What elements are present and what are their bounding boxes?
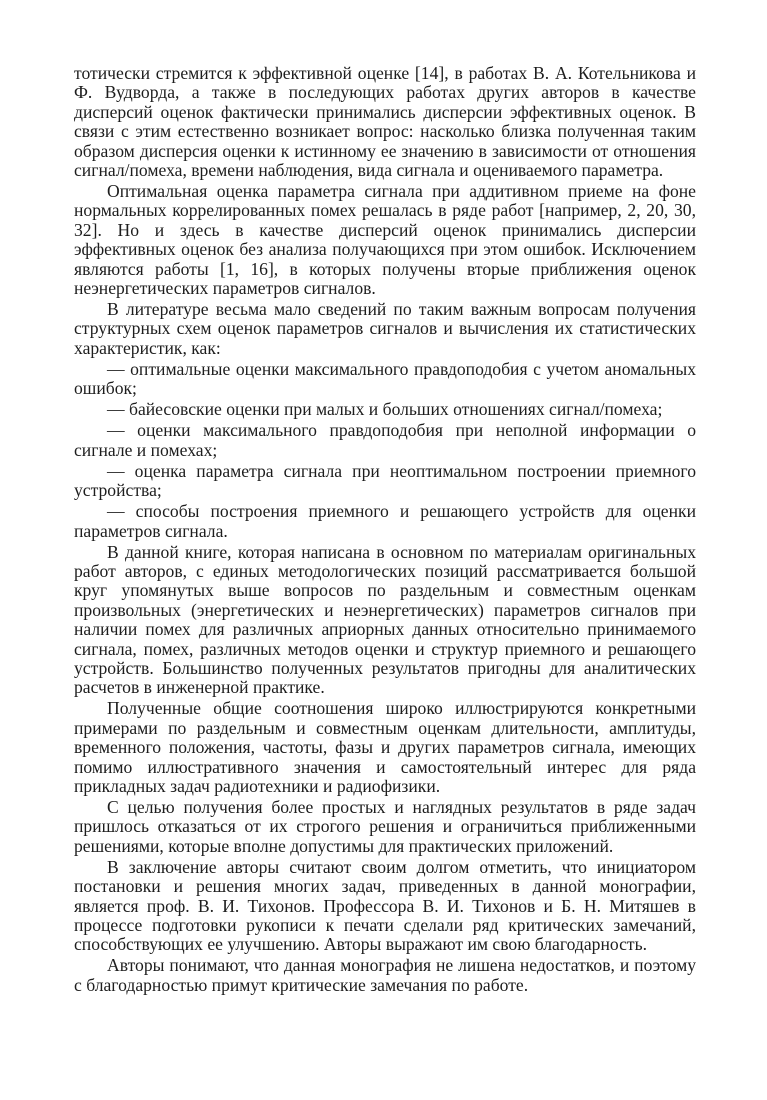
paragraph-this-book: В данной книге, которая написана в основном по материалам оригинальных работ авторов, с единых методологических позиций рассматривается большой круг упомянутых выше вопросов по раздельным и совместным оценкам произвольных (энергетических и неэнергетических) параметров сигналов при наличии помех для различных априорных данных относительно принимаемого сигнала, помех, различных методов оценки и структур приемного и решающего устройств. Большинство полученных результатов пригодны для аналитических расчетов в инженерной практике.: [74, 541, 696, 698]
list-item-max-likelihood: — оптимальные оценки максимального правдоподобия с учетом аномальных ошибок;: [74, 358, 696, 399]
paragraph-continuation: тотически стремится к эффективной оценке [14], в работах В. А. Котельникова и Ф. Вудворда, а также в последующих работах других авторов в качестве дисперсий оценок фактически принимались дисперсии эффективных оценок. В связи с этим естественно возникает вопрос: насколько близка полученная таким образом дисперсия оценки к истинному ее значению в зависимости от отношения сигнал/помеха, времени наблюдения, вида сигнала и оцениваемого параметра.: [74, 63, 696, 181]
document-page: [74, 64, 696, 997]
paragraph-literature: В литературе весьма мало сведений по таким важным вопросам получения структурных схем оценок параметров сигналов и вычисления их статистических характеристик, как:: [74, 299, 696, 358]
list-item-incomplete-info: — оценки максимального правдоподобия при неполной информации о сигнале и помехах;: [74, 420, 696, 460]
paragraph-closing: Авторы понимают, что данная монография не лишена недостатков, и поэтому с благодарностью примут критические замечания по работе.: [74, 955, 696, 995]
paragraph-simplification: С целью получения более простых и наглядных результатов в ряде задач пришлось отказаться от их строгого решения и ограничиться приближенными решениями, которые вполне допустимы для практических приложений.: [74, 796, 696, 856]
paragraph-optimal-estimate: Оптимальная оценка параметра сигнала при аддитивном приеме на фоне нормальных коррелированных помех решалась в ряде работ [например, 2, 20, 30, 32]. Но и здесь в качестве дисперсий оценок принимались дисперсии эффективных оценок без анализа получающихся при этом ошибок. Исключением являются работы [1, 16], в которых получены вторые приближения оценок неэнергетических параметров сигналов.: [74, 181, 696, 299]
list-item-nonoptimal-receiver: — оценка параметра сигнала при неоптимальном построении приемного устройства;: [74, 460, 696, 501]
paragraph-acknowledgements: В заключение авторы считают своим долгом отметить, что инициатором постановки и решения многих задач, приведенных в данной монографии, является проф. В. И. Тихонов. Профессора В. И. Тихонов и Б. Н. Митяшев в процессе подготовки рукописи к печати сделали ряд критических замечаний, способствующих ее улучшению. Авторы выражают им свою благодарность.: [74, 856, 696, 955]
list-item-bayesian: — байесовские оценки при малых и больших отношениях сигнал/помеха;: [107, 399, 663, 420]
list-item-construction-methods: — способы построения приемного и решающего устройств для оценки параметров сигнала.: [74, 501, 696, 541]
paragraph-examples: Полученные общие соотношения широко иллюстрируются конкретными примерами по раздельным и совместным оценкам длительности, амплитуды, временного положения, частоты, фазы и других параметров сигнала, имеющих помимо иллюстративного значения и самостоятельный интерес для ряда прикладных задач радиотехники и радиофизики.: [74, 698, 696, 796]
